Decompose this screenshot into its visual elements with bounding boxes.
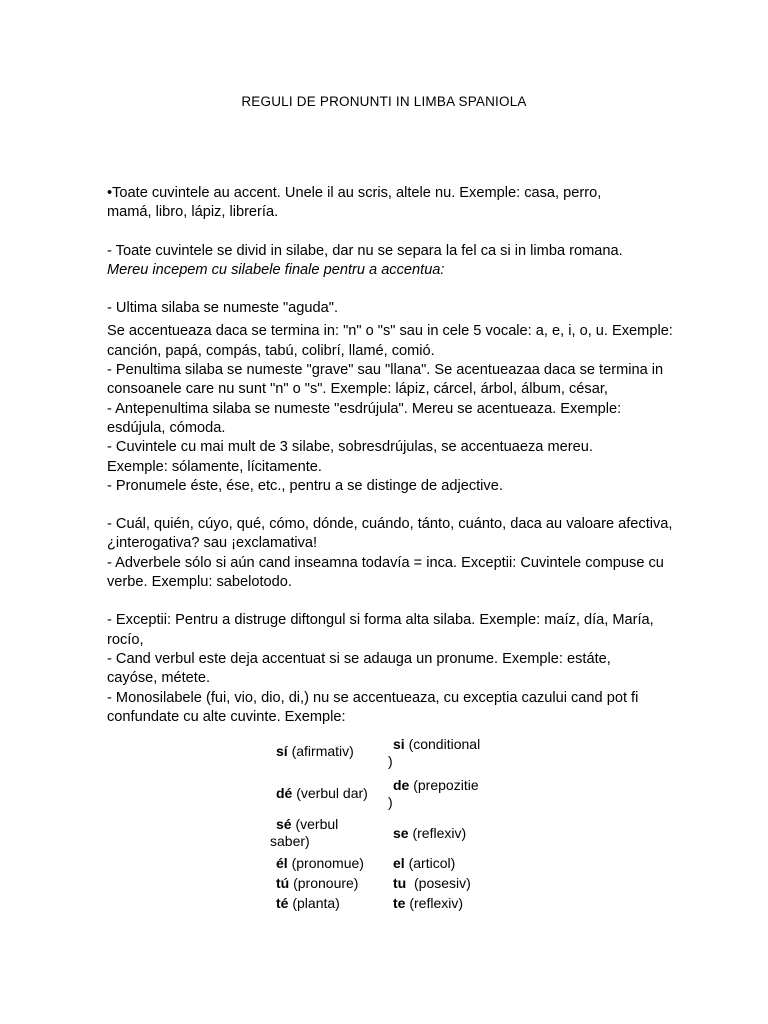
example-desc: ) [388, 753, 393, 769]
example-word: tu [393, 875, 407, 891]
example-cell [385, 893, 510, 913]
example-word: dé [276, 785, 293, 801]
example-cell [385, 815, 510, 853]
example-desc: (reflexiv) [408, 825, 467, 841]
example-cell [385, 777, 510, 815]
examples-row [270, 873, 510, 893]
paragraph-line: - Toate cuvintele se divid in silabe, dar nu se separa la fel ca si in limba romana. [107, 242, 623, 259]
document-title: REGULI DE PRONUNTI IN LIMBA SPANIOLA [241, 94, 527, 109]
paragraph-line: - Monosilabele (fui, vio, dio, di,) nu se accentueaza, cu exceptia cazului cand pot fi [107, 689, 639, 706]
paragraph-line: - Pronumele éste, ése, etc., pentru a se distinge de adjective. [107, 477, 503, 494]
paragraph-line: canción, papá, compás, tabú, colibrí, llamé, comió. [107, 342, 435, 359]
example-desc: (articol) [404, 855, 456, 871]
example-word: sí [276, 743, 288, 759]
example-cell [385, 873, 510, 893]
paragraph-line: •Toate cuvintele au accent. Unele il au scris, altele nu. Exemple: casa, perro, [107, 185, 602, 201]
paragraph-line: mamá, libro, lápiz, librería. [107, 204, 279, 221]
example-desc: (conditional [404, 736, 481, 752]
example-desc: (pronomue) [287, 855, 364, 871]
example-desc: (prepozitie [409, 777, 479, 793]
paragraph-line: - Antepenultima silaba se numeste "esdrújula". Mereu se acentueaza. Exemple: [107, 400, 622, 417]
paragraph-line: cayóse, métete. [107, 670, 211, 687]
paragraph-line: confundate cu alte cuvinte. Exemple: [107, 708, 346, 725]
examples-row [270, 893, 510, 913]
example-word: si [393, 736, 405, 752]
example-cell [270, 735, 385, 777]
example-cell [270, 853, 385, 873]
paragraph-line: - Exceptii: Pentru a distruge diftongul si forma alta silaba. Exemple: maíz, día, María, [107, 612, 654, 629]
example-word: de [393, 777, 410, 793]
paragraph-line: consoanele care nu sunt "n" o "s". Exemple: lápiz, cárcel, árbol, álbum, césar, [107, 381, 608, 398]
example-word: tú [276, 875, 290, 891]
example-word: sé [276, 816, 292, 832]
paragraph-line: - Cand verbul este deja accentuat si se adauga un pronume. Exemple: estáte, [107, 650, 611, 667]
example-word: él [276, 855, 288, 871]
example-cell [270, 893, 385, 913]
paragraph-line: rocío, [107, 631, 144, 648]
paragraph-line: Exemple: sólamente, lícitamente. [107, 458, 322, 475]
example-word: te [393, 895, 406, 911]
example-word: té [276, 895, 289, 911]
example-cell [385, 853, 510, 873]
example-cell [385, 735, 510, 777]
example-desc: saber) [270, 833, 310, 849]
example-desc: (pronoure) [289, 875, 359, 891]
example-desc: (afirmativ) [287, 743, 354, 759]
document-body [107, 184, 707, 727]
example-cell [270, 777, 385, 815]
example-desc: (reflexiv) [405, 895, 464, 911]
examples-row [270, 735, 510, 777]
example-cell [270, 815, 385, 853]
example-desc: (verbul [291, 816, 339, 832]
paragraph-line: - Ultima silaba se numeste "aguda". [107, 300, 338, 317]
paragraph-line: Se accentueaza daca se termina in: "n" o "s" sau in cele 5 vocale: a, e, i, o, u. Exemple: [107, 323, 673, 340]
paragraph-line: ¿interogativa? sau ¡exclamativa! [107, 535, 318, 552]
examples-row [270, 815, 510, 853]
examples-row [270, 853, 510, 873]
example-cell [270, 873, 385, 893]
paragraph-line: esdújula, cómoda. [107, 419, 226, 436]
paragraph-line: - Adverbele sólo si aún cand inseamna todavía = inca. Exceptii: Cuvintele compuse cu [107, 554, 664, 571]
examples-table [270, 735, 510, 913]
example-desc: (planta) [288, 895, 340, 911]
paragraph-line: - Cuvintele cu mai mult de 3 silabe, sobresdrújulas, se accentuaeza mereu. [107, 439, 593, 456]
examples-row [270, 777, 510, 815]
example-word: el [393, 855, 405, 871]
paragraph-line: verbe. Exemplu: sabelotodo. [107, 574, 292, 591]
paragraph-line: Mereu incepem cu silabele finale pentru a accentua: [107, 261, 445, 278]
example-word: se [393, 825, 409, 841]
paragraph-line: - Penultima silaba se numeste "grave" sau "llana". Se acentueazaa daca se termina in [107, 362, 664, 379]
example-desc: (posesiv) [406, 875, 471, 891]
paragraph-line: - Cuál, quién, cúyo, qué, cómo, dónde, cuándo, tánto, cuánto, daca au valoare afectiva, [107, 516, 673, 533]
example-desc: ) [388, 794, 393, 810]
example-desc: (verbul dar) [292, 785, 368, 801]
